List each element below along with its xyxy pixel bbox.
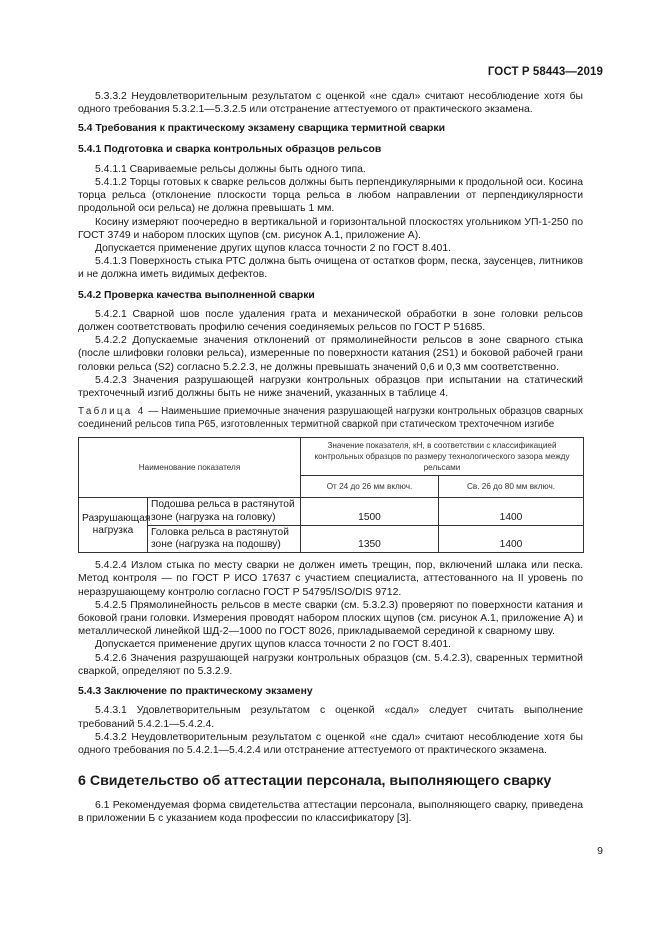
paragraph-5-4-3-1: 5.4.3.1 Удовлетворительным результатом с оценкой «сдал» следует считать выполнение требований 5.4.2.1—5.4.2.4. — [78, 705, 583, 730]
heading-5-4-2: 5.4.2 Проверка качества выполненной сварки — [78, 289, 315, 301]
table-row-label: Подошва рельса в растянутой зоне (нагрузка на головку) — [148, 498, 301, 525]
heading-section-6: 6 Свидетельство об аттестации персонала, выполняющего сварку — [78, 773, 552, 790]
page-content — [78, 90, 583, 826]
paragraph-5-4-2-5: 5.4.2.5 Прямолинейность рельсов в месте сварки (см. 5.3.2.3) проверяют по поверхности катания и боковой грани головки. Измерения проводят набором плоских щупов (см. рисунок А.1, приложение А) и металлической линейкой ШД-2—1000 по ГОСТ 8026, прикладываемой серединой к сварному шву. — [78, 599, 583, 638]
paragraph-5-4-1-2: 5.4.1.2 Торцы готовых к сварке рельсов должны быть перпендикулярными к продольной оси. Косина торца рельса (отклонение плоскости торца рельса в любом направлении от перпендикулярности продольной оси рельса) не должна превышать 1 мм. — [78, 177, 583, 215]
heading-5-4-1: 5.4.1 Подготовка и сварка контрольных образцов рельсов — [78, 143, 382, 155]
table-row — [79, 525, 584, 552]
table-cell-value: 1400 — [439, 525, 584, 552]
paragraph-5-4-1-3: 5.4.1.3 Поверхность стыка РТС должна быть очищена от остатков форм, песка, заусенцев, литников и не должна иметь видимых дефектов. — [78, 256, 583, 281]
table-caption-text: — Наименьшие приемочные значения разрушающей нагрузки контрольных образцов сварных соединений рельсов типа Р65, изготовленных термитной сваркой при статическом трехточечном изгибе — [78, 406, 583, 430]
table-header-col-b: Св. 26 до 80 мм включ. — [439, 476, 584, 498]
paragraph-6-1: 6.1 Рекомендуемая форма свидетельства аттестации персонала, выполняющего сварку, приведена в приложении Б с указанием кода профессии по классификатору [3]. — [78, 800, 583, 825]
paragraph-5-4-2-5-allowed: Допускается применение других щупов класса точности 2 по ГОСТ 8.401. — [95, 639, 451, 651]
table-header-col-a: От 24 до 26 мм включ. — [301, 476, 439, 498]
paragraph-5-4-1-1: 5.4.1.1 Свариваемые рельсы должны быть одного типа. — [95, 163, 366, 175]
table-header-value-group: Значение показателя, кН, в соответствии с классификацией контрольных образцов по размеру технологического зазора между рельсами — [301, 438, 584, 476]
heading-5-4-3: 5.4.3 Заключение по практическому экзамену — [78, 686, 313, 698]
document-code: ГОСТ Р 58443—2019 — [487, 66, 603, 78]
paragraph-5-4-2-3: 5.4.2.3 Значения разрушающей нагрузки контрольных образцов при испытании на статический трехточечный изгиб должны быть не ниже значений, указанных в таблице 4. — [78, 374, 583, 400]
heading-5-4: 5.4 Требования к практическому экзамену сварщика термитной сварки — [78, 123, 445, 135]
paragraph-5-4-1-2-allowed: Допускается применение других щупов класса точности 2 по ГОСТ 8.401. — [95, 243, 451, 255]
paragraph-5-4-2-6: 5.4.2.6 Значения разрушающей нагрузки контрольных образцов (см. 5.4.2.3), сваренных термитной сваркой, определяют по 5.3.2.9. — [78, 652, 583, 677]
table-4 — [78, 437, 584, 553]
paragraph-5-3-3-2: 5.3.3.2 Неудовлетворительным результатом с оценкой «не сдал» считают несоблюдение хотя бы одного требования 5.3.2.1—5.3.2.5 или отстранение аттестуемого от практического экзамена. — [78, 91, 583, 116]
paragraph-5-4-1-2-measure: Косину измеряют поочередно в вертикальной и горизонтальной плоскостях угольником УП-1-250 по ГОСТ 3749 и набором плоских щупов (см. рисунок А.1, приложение А). — [78, 216, 583, 241]
table-header-name: Наименование показателя — [79, 438, 301, 498]
table-caption-label: Таблица 4 — [78, 406, 146, 418]
page-number: 9 — [597, 845, 603, 857]
table-cell-value: 1500 — [301, 498, 439, 525]
paragraph-5-4-2-2: 5.4.2.2 Допускаемые значения отклонений от прямолинейности рельсов в зоне сварного стыка (после шлифовки головки рельса), измеренные по поверхности катания (2S1) и боковой рабочей грани головки рельса (S2) согласно 5.2.2.3, не должны превышать значений 0,6 и 0,3 мм соответственно. — [78, 335, 583, 373]
paragraph-5-4-2-4: 5.4.2.4 Излом стыка по месту сварки не должен иметь трещин, пор, включений шлака или песка. Метод контроля — по ГОСТ Р ИСО 17637 с участием специалиста, аттестованного на II уровень по неразрушающему контролю согласно ГОСТ Р 54795/ISO/DIS 9712. — [78, 560, 583, 598]
table-row — [79, 498, 584, 525]
table-cell-value: 1350 — [301, 525, 439, 552]
paragraph-5-4-3-2: 5.4.3.2 Неудовлетворительным результатом с оценкой «не сдал» считают несоблюдение хотя бы одного требования по 5.4.2.1—5.4.2.4 или отстранение аттестуемого от практического экзамена. — [78, 731, 583, 756]
table-row-label: Головка рельса в растянутой зоне (нагрузка на подошву) — [148, 525, 301, 552]
table-cell-value: 1400 — [439, 498, 584, 525]
paragraph-5-4-2-1: 5.4.2.1 Сварной шов после удаления грата и механической обработки в зоне головки рельсов должен соответствовать профилю сечения соединяемых рельсов по ГОСТ Р 51685. — [78, 308, 583, 334]
table-caption — [78, 406, 583, 431]
table-row-group-label: Разрушающая нагрузка — [79, 498, 148, 553]
